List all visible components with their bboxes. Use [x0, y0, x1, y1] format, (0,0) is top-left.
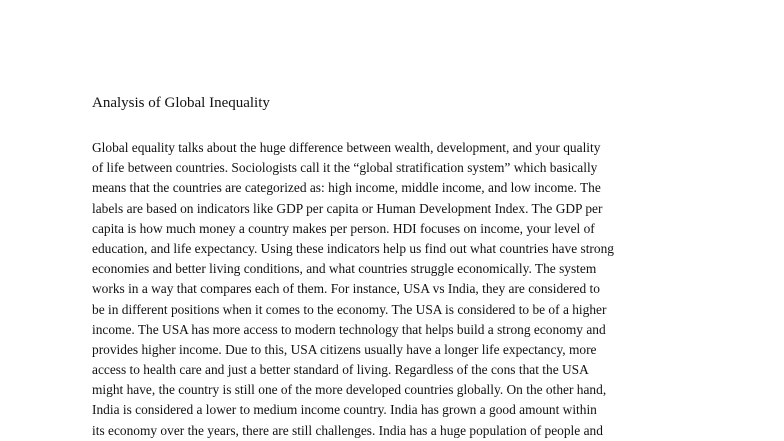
document-title: Analysis of Global Inequality [92, 95, 270, 111]
body-line: economies and better living conditions, and what countries struggle economically. The system [92, 261, 597, 277]
body-line: income. The USA has more access to modern technology that helps build a strong economy and [92, 321, 606, 337]
body-line: India is considered a lower to medium income country. India has grown a good amount within [92, 402, 597, 418]
body-line: provides higher income. Due to this, USA citizens usually have a longer life expectancy, more [92, 341, 597, 357]
body-line: be in different positions when it comes to the economy. The USA is considered to be of a higher [92, 301, 607, 317]
body-line: its economy over the years, there are still challenges. India has a huge population of people and [92, 422, 603, 438]
body-line: might have, the country is still one of the more developed countries globally. On the other hand, [92, 382, 607, 398]
body-line: education, and life expectancy. Using these indicators help us find out what countries have strong [92, 240, 614, 256]
body-line: labels are based on indicators like GDP per capita or Human Development Index. The GDP per [92, 200, 603, 216]
document-body [92, 138, 614, 441]
body-line: capita is how much money a country makes per person. HDI focuses on income, your level of [92, 220, 595, 236]
body-line: means that the countries are categorized as: high income, middle income, and low income. The [92, 180, 601, 196]
body-line: works in a way that compares each of them. For instance, USA vs India, they are considered to [92, 281, 600, 297]
body-line: access to health care and just a better standard of living. Regardless of the cons that the USA [92, 362, 589, 378]
body-line: Global equality talks about the huge difference between wealth, development, and your quality [92, 140, 601, 155]
body-line: of life between countries. Sociologists call it the “global stratification system” which basically [92, 160, 598, 176]
